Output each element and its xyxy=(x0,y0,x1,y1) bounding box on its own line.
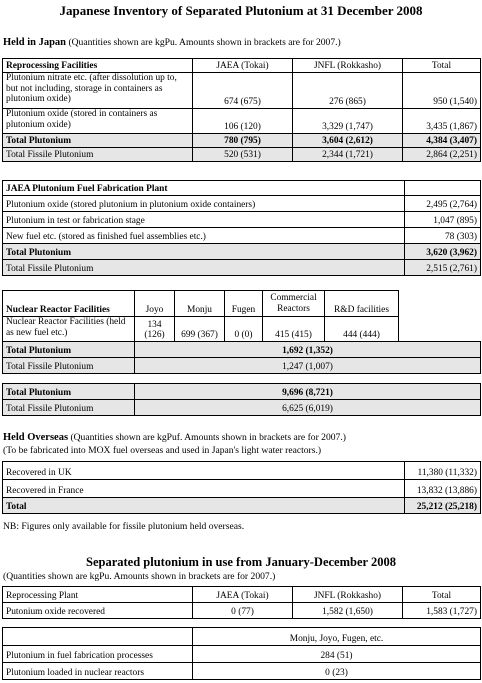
cell: 2,515 (2,761) xyxy=(405,260,481,276)
in-use-note: (Quantities shown are kgPu. Amounts shown in brackets are for 2007.) xyxy=(3,571,276,582)
header-cell: JAEA (Tokai) xyxy=(193,59,293,73)
table-header-row xyxy=(3,587,481,603)
total-row xyxy=(3,384,481,400)
table-row xyxy=(3,462,481,480)
cell: 444 (444) xyxy=(325,317,399,342)
cell: 0 (23) xyxy=(193,663,481,680)
cell: 3,620 (3,962) xyxy=(405,244,481,260)
table-row xyxy=(3,212,481,228)
held-in-japan-heading xyxy=(3,37,481,49)
row-label: Recovered in UK xyxy=(3,462,405,480)
row-label: Plutonium oxide (stored in containers as plutonium oxide) xyxy=(3,109,193,134)
held-overseas-heading xyxy=(3,432,481,444)
row-label: Putonium oxide recovered xyxy=(3,603,193,619)
header-cell: Reprocessing Plant xyxy=(3,587,193,603)
total-row xyxy=(3,498,481,514)
header-cell: JAEA (Tokai) xyxy=(193,587,293,603)
cell: 106 (120) xyxy=(193,109,293,134)
cell: 78 (303) xyxy=(405,228,481,244)
row-label: Plutonium nitrate etc. (after dissolution up to, but not including, storage in containers as plutonium oxide) xyxy=(3,73,193,109)
row-label: Plutonium loaded in nuclear reactors xyxy=(3,663,193,680)
fuel-fabrication-table xyxy=(2,180,481,276)
cell: 415 (415) xyxy=(263,317,325,342)
cell: 1,247 (1,007) xyxy=(135,358,481,374)
header-cell: Monju xyxy=(175,291,225,317)
row-label: Total Plutonium xyxy=(3,244,405,260)
section-note: (Quantities shown are kgPu. Amounts shown in brackets are for 2007.) xyxy=(68,37,341,48)
row-label: Recovered in France xyxy=(3,480,405,498)
overseas-table xyxy=(2,461,481,514)
grand-total-table xyxy=(2,383,481,416)
cell: 11,380 (11,332) xyxy=(405,462,481,480)
table-row xyxy=(3,663,481,680)
header-cell: R&D facilities xyxy=(325,291,399,317)
section-title: Held Overseas xyxy=(3,432,69,443)
cell: 674 (675) xyxy=(193,73,293,109)
header-cell: Commercial Reactors xyxy=(263,291,325,317)
header-cell: Fugen xyxy=(225,291,263,317)
table-row xyxy=(3,317,481,342)
row-label: Total Fissile Plutonium xyxy=(3,260,405,276)
row-label: Plutonium oxide (stored plutonium in plutonium oxide containers) xyxy=(3,196,405,212)
header-cell: Total xyxy=(403,587,481,603)
cell: 1,582 (1,650) xyxy=(293,603,403,619)
total-row xyxy=(3,244,481,260)
header-cell: Monju, Joyo, Fugen, etc. xyxy=(193,628,481,646)
cell: 3,329 (1,747) xyxy=(293,109,403,134)
table-row xyxy=(3,603,481,619)
header-cell: Nuclear Reactor Facilities xyxy=(3,291,135,317)
fissile-row xyxy=(3,148,481,162)
section-note-2: (To be fabricated into MOX fuel overseas and used in Japan's light water reactors.) xyxy=(3,445,322,456)
table-header-row xyxy=(3,291,481,317)
section-title: Held in Japan xyxy=(3,37,67,48)
cell: 134 (126) xyxy=(135,317,175,342)
header-cell: JNFL (Rokkasho) xyxy=(293,587,403,603)
table-header-row xyxy=(3,59,481,73)
cell: 780 (795) xyxy=(193,134,293,148)
table-row xyxy=(3,480,481,498)
cell: 699 (367) xyxy=(175,317,225,342)
table-row xyxy=(3,228,481,244)
cell: 1,692 (1,352) xyxy=(135,342,481,358)
row-label: Total Plutonium xyxy=(3,342,135,358)
table-row xyxy=(3,646,481,663)
cell: 950 (1,540) xyxy=(403,73,481,109)
cell: 0 (0) xyxy=(225,317,263,342)
cell: 9,696 (8,721) xyxy=(135,384,481,400)
cell: 0 (77) xyxy=(193,603,293,619)
row-label: Nuclear Reactor Facilities (held as new fuel etc.) xyxy=(3,317,135,342)
row-label: Total Fissile Plutonium xyxy=(3,400,135,416)
header-cell: JNFL (Rokkasho) xyxy=(293,59,403,73)
cell: 13,832 (13,886) xyxy=(405,480,481,498)
reprocessing-table xyxy=(2,58,481,162)
row-label: Plutonium in fuel fabrication processes xyxy=(3,646,193,663)
in-use-title: Separated plutonium in use from January-December 2008 xyxy=(86,555,396,569)
table-header-row xyxy=(3,181,481,196)
cell: 6,625 (6,019) xyxy=(135,400,481,416)
in-use-fabrication-table xyxy=(2,627,481,680)
table-header-row xyxy=(3,628,481,646)
total-row xyxy=(3,342,481,358)
header-cell: JAEA Plutonium Fuel Fabrication Plant xyxy=(3,181,405,196)
cell: 3,435 (1,867) xyxy=(403,109,481,134)
row-label: Total Fissile Plutonium xyxy=(3,358,135,374)
cell: 2,864 (2,251) xyxy=(403,148,481,162)
cell: 2,495 (2,764) xyxy=(405,196,481,212)
page-title: Japanese Inventory of Separated Plutonium at 31 December 2008 xyxy=(59,3,423,18)
fissile-row xyxy=(3,260,481,276)
table-row xyxy=(3,196,481,212)
spacer-cell xyxy=(399,317,481,342)
row-label: Total Plutonium xyxy=(3,134,193,148)
cell: 1,583 (1,727) xyxy=(403,603,481,619)
header-cell xyxy=(3,628,193,646)
row-label: Plutonium in test or fabrication stage xyxy=(3,212,405,228)
reactor-table xyxy=(2,290,481,374)
footnote: NB: Figures only available for fissile plutonium held overseas. xyxy=(3,521,245,532)
row-label: Total Fissile Plutonium xyxy=(3,148,193,162)
total-row xyxy=(3,134,481,148)
cell: 3,604 (2,612) xyxy=(293,134,403,148)
cell: 284 (51) xyxy=(193,646,481,663)
cell: 276 (865) xyxy=(293,73,403,109)
row-label: Total Plutonium xyxy=(3,384,135,400)
header-cell: Total xyxy=(403,59,481,73)
spacer-cell xyxy=(399,291,481,317)
cell: 1,047 (895) xyxy=(405,212,481,228)
cell: 4,384 (3,407) xyxy=(403,134,481,148)
table-row xyxy=(3,73,481,109)
in-use-table xyxy=(2,586,481,619)
fissile-row xyxy=(3,358,481,374)
header-cell xyxy=(405,181,481,196)
header-cell: Joyo xyxy=(135,291,175,317)
cell: 2,344 (1,721) xyxy=(293,148,403,162)
cell: 520 (531) xyxy=(193,148,293,162)
cell: 25,212 (25,218) xyxy=(405,498,481,514)
fissile-row xyxy=(3,400,481,416)
header-cell: Reprocessing Facilities xyxy=(3,59,193,73)
row-label: New fuel etc. (stored as finished fuel assemblies etc.) xyxy=(3,228,405,244)
row-label: Total xyxy=(3,498,405,514)
section-note: (Quantities shown are kgPuf. Amounts shown in brackets are for 2007.) xyxy=(70,432,346,443)
table-row xyxy=(3,109,481,134)
